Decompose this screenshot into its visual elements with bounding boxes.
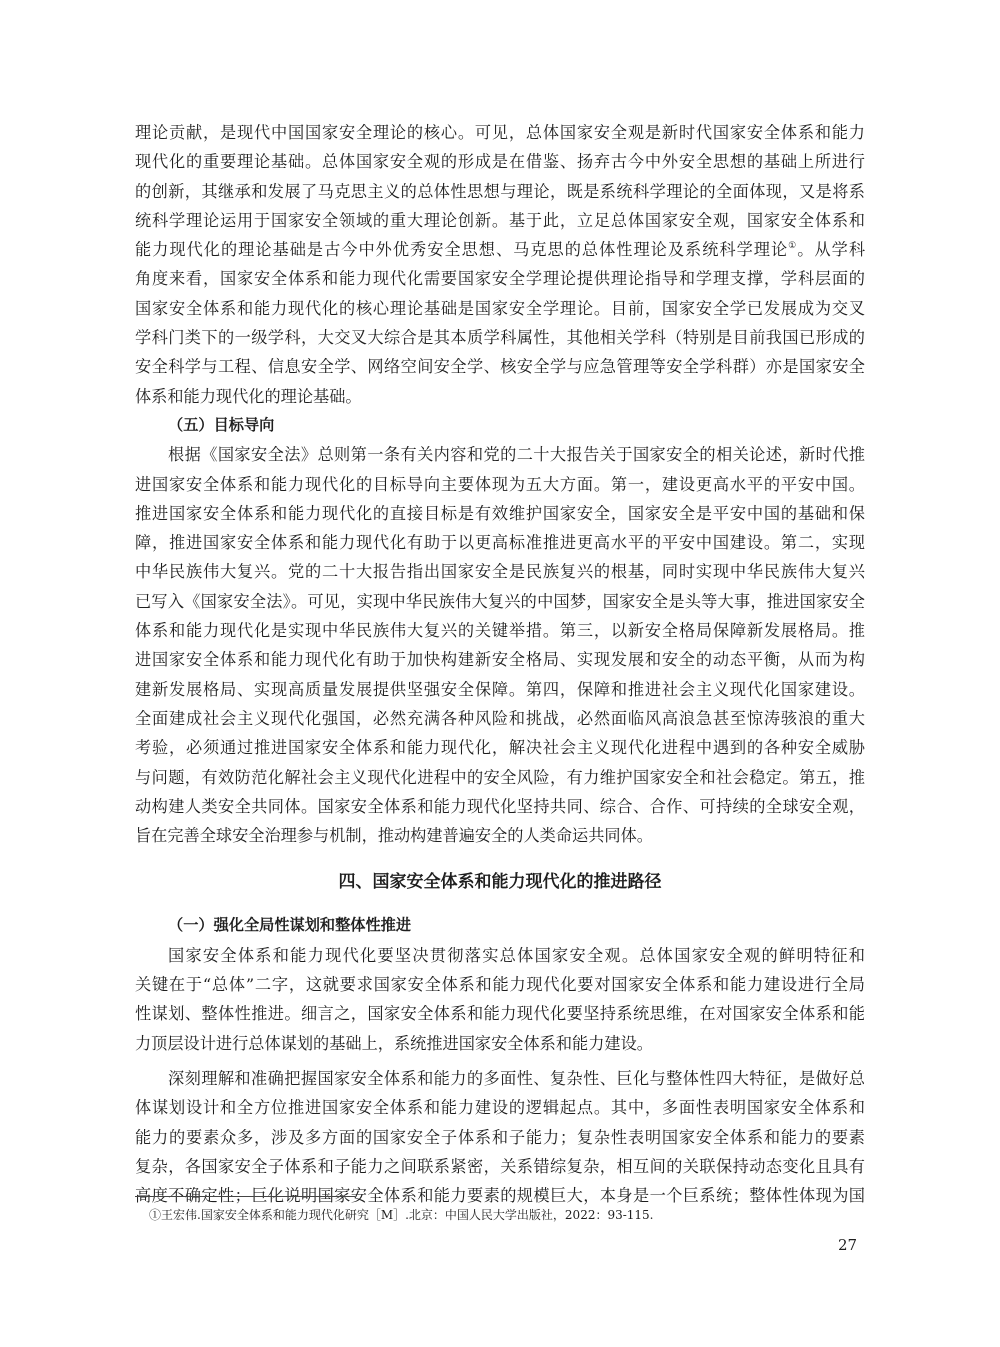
text-line: 现代化的重要理论基础。总体国家安全观的形成是在借鉴、扬弃古今中外安全思想的基础上所进行 — [135, 152, 865, 172]
text-line: 安全科学与工程、信息安全学、网络空间安全学、核安全学与应急管理等安全学科群）亦是国家安全 — [135, 357, 865, 377]
text-line: 高度不确定性；巨化说明国家安全体系和能力要素的规模巨大，本身是一个巨系统；整体性体现为国 — [135, 1186, 865, 1206]
text-line: 与问题，有效防范化解社会主义现代化进程中的安全风险，有力维护国家安全和社会稳定。第五，推 — [135, 767, 865, 787]
text-line: 根据《国家安全法》总则第一条有关内容和党的二十大报告关于国家安全的相关论述，新时代推 — [168, 445, 865, 465]
footnote-marker: ① — [788, 241, 798, 252]
text-line: 动构建人类安全共同体。国家安全体系和能力现代化坚持共同、综合、合作、可持续的全球安全观， — [135, 796, 865, 816]
text-line: 进国家安全体系和能力现代化的目标导向主要体现为五大方面。第一，建设更高水平的平安中国。 — [135, 474, 865, 494]
text-span: 。从学科 — [797, 240, 865, 260]
text-line: 体系和能力现代化的理论基础。 — [135, 386, 362, 406]
footnote-rule — [135, 1196, 355, 1197]
text-line: 角度来看，国家安全体系和能力现代化需要国家安全学理论提供理论指导和学理支撑，学科层面的 — [135, 269, 865, 289]
text-line: 国家安全体系和能力现代化要坚决贯彻落实总体国家安全观。总体国家安全观的鲜明特征和 — [168, 945, 865, 965]
subheading: （一）强化全局性谋划和整体性推进 — [168, 916, 411, 935]
text-line: 的创新，其继承和发展了马克思主义的总体性思想与理论，既是系统科学理论的全面体现，又是将系 — [135, 181, 865, 201]
text-line — [135, 235, 865, 264]
paragraph — [135, 440, 865, 850]
text-line: 已写入《国家安全法》。可见，实现中华民族伟大复兴的中国梦，国家安全是头等大事，推进国家安全 — [135, 591, 865, 611]
subheading: （五）目标导向 — [168, 415, 275, 434]
text-span: 能力现代化的理论基础是古今中外优秀安全思想、马克思的总体性理论及系统科学理论 — [135, 240, 789, 260]
text-line: 力顶层设计进行总体谋划的基础上，系统推进国家安全体系和能力建设。 — [135, 1033, 653, 1053]
text-line: 国家安全体系和能力现代化的核心理论基础是国家安全学理论。目前，国家安全学已发展成为交叉 — [135, 298, 865, 318]
text-line: 障，推进国家安全体系和能力现代化有助于以更高标准推进更高水平的平安中国建设。第二，实现 — [135, 533, 865, 553]
text-line: 体谋划设计和全方位推进国家安全体系和能力建设的逻辑起点。其中，多面性表明国家安全体系和 — [135, 1098, 865, 1118]
text-line: 学科门类下的一级学科，大交叉大综合是其本质学科属性，其他相关学科（特别是目前我国已形成的 — [135, 328, 865, 348]
text-line: 进国家安全体系和能力现代化有助于加快构建新安全格局、实现发展和安全的动态平衡，从而为构 — [135, 650, 865, 670]
footnote: ①王宏伟.国家安全体系和能力现代化研究［M］.北京：中国人民大学出版社，2022：93-115. — [149, 1208, 654, 1222]
text-line: 旨在完善全球安全治理参与机制，推动构建普遍安全的人类命运共同体。 — [135, 826, 653, 846]
text-line: 推进国家安全体系和能力现代化的直接目标是有效维护国家安全，国家安全是平安中国的基础和保 — [135, 503, 865, 523]
text-line: 能力的要素众多，涉及多方面的国家安全子体系和子能力；复杂性表明国家安全体系和能力的要素 — [135, 1127, 865, 1147]
paragraph — [135, 118, 865, 411]
text-line: 建新发展格局、实现高质量发展提供坚强安全保障。第四，保障和推进社会主义现代化国家建设。 — [135, 679, 865, 699]
page-body — [135, 118, 865, 1210]
paragraph — [135, 941, 865, 1058]
text-line: 关键在于“总体”二字，这就要求国家安全体系和能力现代化要对国家安全体系和能力建设进行全局 — [135, 975, 865, 995]
section-title: 四、国家安全体系和能力现代化的推进路径 — [338, 872, 662, 893]
text-line: 性谋划、整体性推进。细言之，国家安全体系和能力现代化要坚持系统思维，在对国家安全体系和能 — [135, 1004, 865, 1024]
text-line: 复杂，各国家安全子体系和子能力之间联系紧密，关系错综复杂，相互间的关联保持动态变化且具有 — [135, 1156, 865, 1176]
text-line: 统科学理论运用于国家安全领域的重大理论创新。基于此，立足总体国家安全观，国家安全体系和 — [135, 210, 865, 230]
text-line: 理论贡献，是现代中国国家安全理论的核心。可见，总体国家安全观是新时代国家安全体系和能力 — [135, 123, 865, 142]
text-line: 全面建成社会主义现代化强国，必然充满各种风险和挑战，必然面临风高浪急甚至惊涛骇浪的重大 — [135, 708, 865, 728]
text-line: 中华民族伟大复兴。党的二十大报告指出国家安全是民族复兴的根基，同时实现中华民族伟大复兴 — [135, 562, 865, 582]
text-line: 体系和能力现代化是实现中华民族伟大复兴的关键举措。第三，以新安全格局保障新发展格局。推 — [135, 621, 865, 641]
text-line: 深刻理解和准确把握国家安全体系和能力的多面性、复杂性、巨化与整体性四大特征，是做好总 — [168, 1068, 865, 1088]
text-line: 考验，必须通过推进国家安全体系和能力现代化，解决社会主义现代化进程中遇到的各种安全威胁 — [135, 738, 865, 758]
paragraph — [135, 1064, 865, 1210]
page-number: 27 — [838, 1236, 858, 1254]
